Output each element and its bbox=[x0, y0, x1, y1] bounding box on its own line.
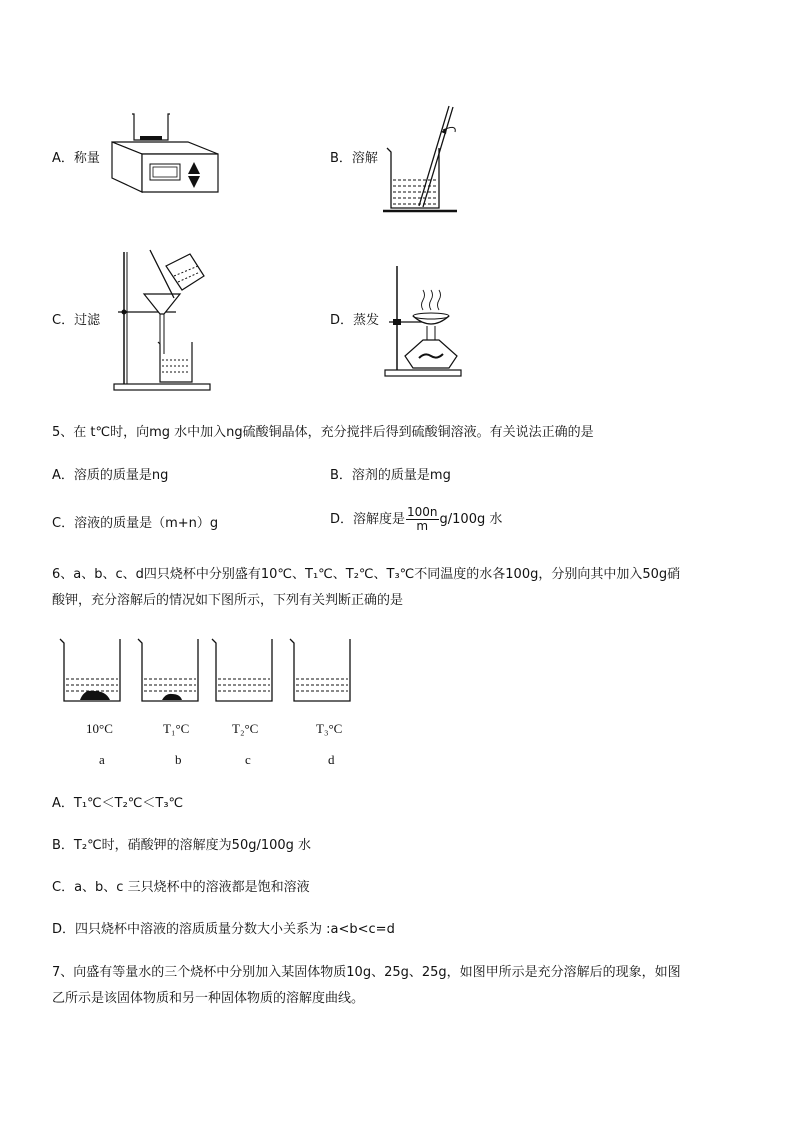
q5-option-d bbox=[330, 506, 502, 533]
filtration-figure bbox=[112, 248, 227, 393]
q5-option-c: C．溶液的质量是（m+n）g bbox=[52, 516, 219, 531]
dissolving-figure bbox=[383, 102, 463, 214]
beaker-d bbox=[288, 637, 356, 705]
beaker-a bbox=[58, 637, 126, 705]
beaker-b bbox=[136, 637, 204, 705]
beaker-b-temp: T₁°C bbox=[163, 721, 190, 736]
q7-stem-line2: 乙所示是该固体物质和另一种固体物质的溶解度曲线。 bbox=[52, 991, 365, 1006]
option-d-label: D．蒸发 bbox=[330, 313, 380, 328]
beaker-d-letter: d bbox=[328, 752, 335, 767]
beaker-a-letter: a bbox=[99, 752, 105, 767]
q5-option-d-prefix: D．溶解度是 bbox=[330, 512, 406, 527]
q5-option-d-suffix: g/100g 水 bbox=[439, 512, 503, 527]
evaporation-figure bbox=[383, 262, 465, 380]
beaker-c bbox=[210, 637, 278, 705]
beaker-c-temp: T₂°C bbox=[232, 721, 259, 736]
q7-stem-line1: 7、向盛有等量水的三个烧杯中分别加入某固体物质10g、25g、25g，如图甲所示是充分溶解后的现象，如图 bbox=[52, 965, 681, 980]
beaker-d-temp: T₃°C bbox=[316, 721, 343, 736]
fraction-numerator: 100n bbox=[407, 505, 438, 519]
q6-option-d: D．四只烧杯中溶液的溶质质量分数大小关系为 :a<b<c=d bbox=[52, 922, 395, 937]
q5-stem: 5、在 t℃时，向mg 水中加入ng硫酸铜晶体，充分搅拌后得到硫酸铜溶液。有关说法正确的是 bbox=[52, 425, 594, 440]
q6-stem-line2: 酸钾，充分溶解后的情况如下图所示，下列有关判断正确的是 bbox=[52, 593, 404, 608]
option-c-label: C．过滤 bbox=[52, 313, 101, 328]
q6-option-a: A．T₁℃＜T₂℃＜T₃℃ bbox=[52, 796, 184, 811]
solubility-fraction bbox=[406, 506, 439, 533]
q5-option-b: B．溶剂的质量是mg bbox=[330, 468, 451, 483]
beaker-b-letter: b bbox=[175, 752, 182, 767]
option-b-label: B．溶解 bbox=[330, 151, 378, 166]
beaker-a-temp: 10°C bbox=[86, 721, 113, 736]
balance-figure bbox=[110, 112, 220, 200]
q6-stem-line1: 6、a、b、c、d四只烧杯中分别盛有10℃、T₁℃、T₂℃、T₃℃不同温度的水各100g，分别向其中加入50g硝 bbox=[52, 567, 681, 582]
beaker-c-letter: c bbox=[245, 752, 251, 767]
q6-option-c: C．a、b、c 三只烧杯中的溶液都是饱和溶液 bbox=[52, 880, 310, 895]
fraction-denominator: m bbox=[416, 519, 429, 533]
q5-option-a: A．溶质的质量是ng bbox=[52, 468, 169, 483]
q6-option-b: B．T₂℃时，硝酸钾的溶解度为50g/100g 水 bbox=[52, 838, 312, 853]
option-a-label: A．称量 bbox=[52, 151, 100, 166]
